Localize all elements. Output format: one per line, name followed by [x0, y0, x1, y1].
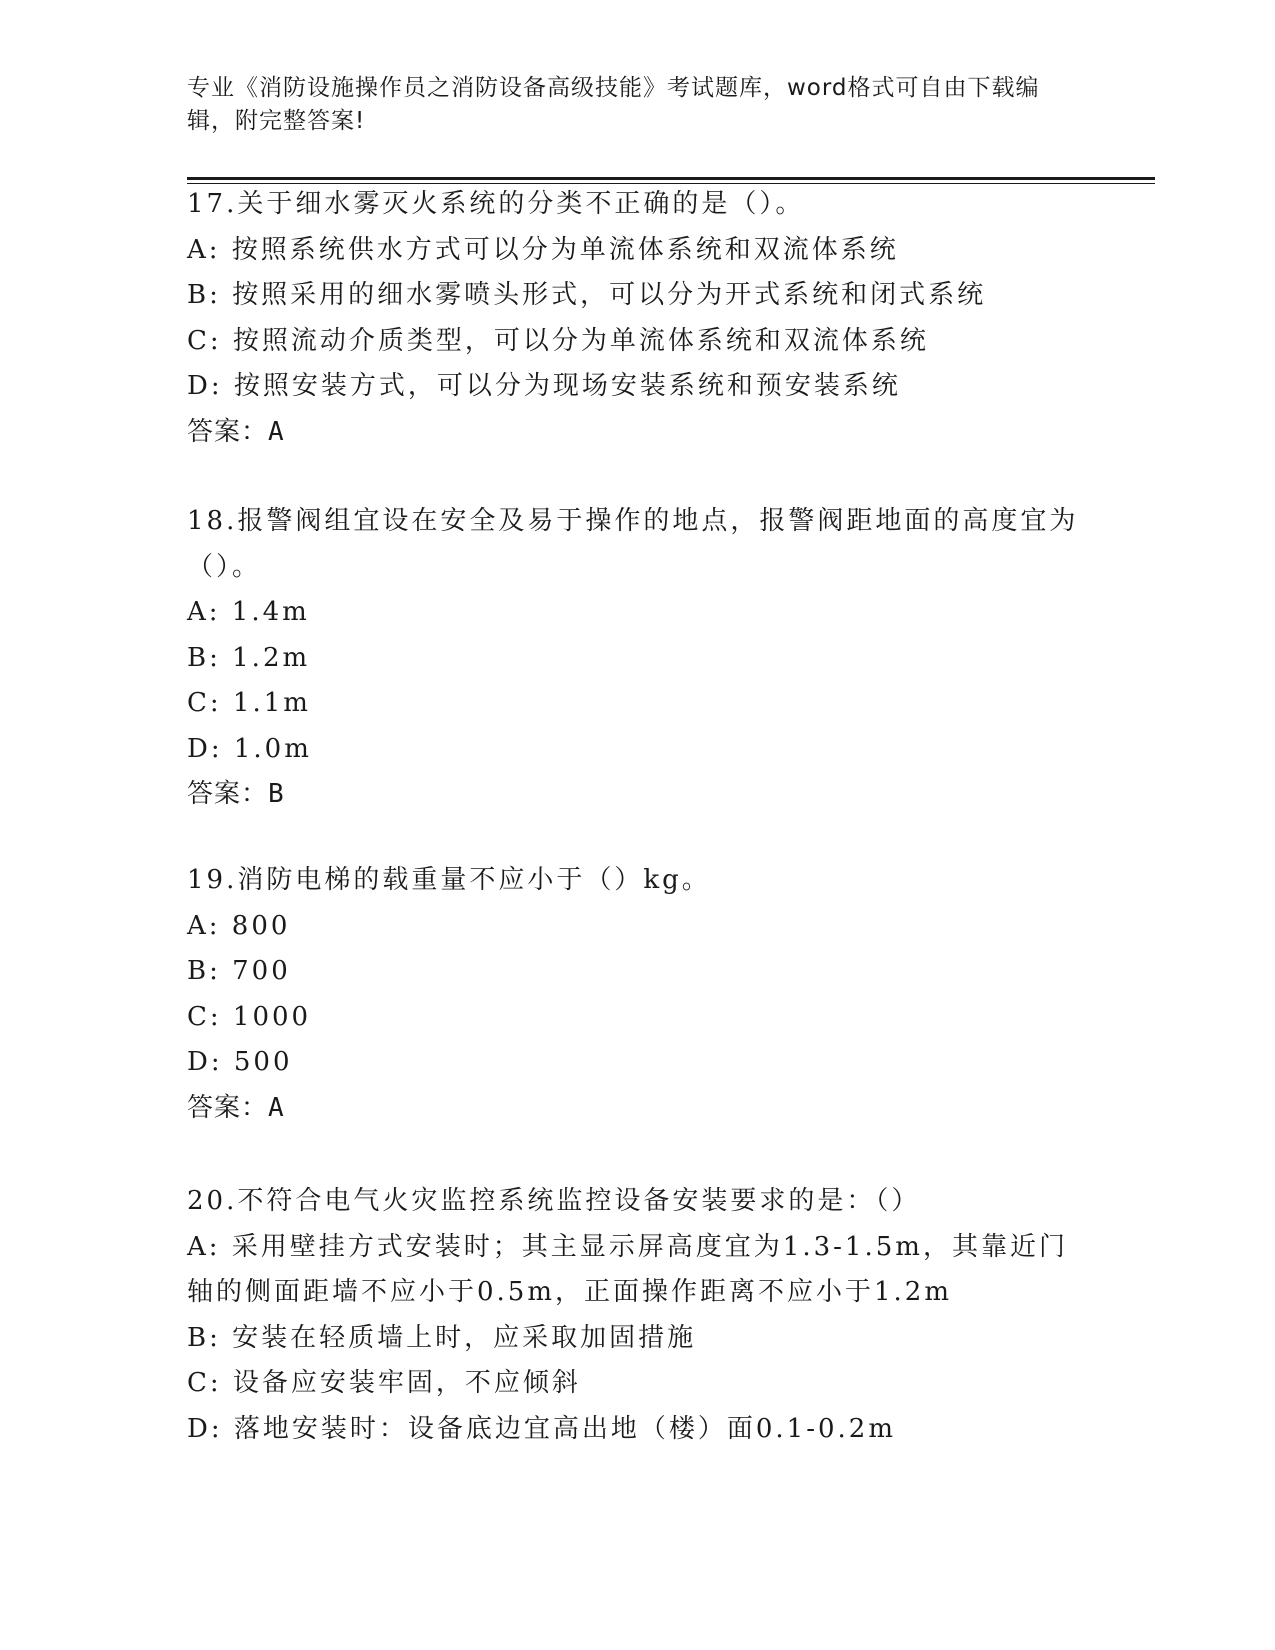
option-a: A: 800: [187, 910, 291, 941]
option-c: C: 设备应安装牢固，不应倾斜: [187, 1368, 581, 1398]
answer-label: 答案：: [187, 779, 269, 809]
answer-value: B: [268, 779, 285, 809]
option-b: B: 按照采用的细水雾喷头形式，可以分为开式系统和闭式系统: [187, 280, 987, 310]
option-c: C: 按照流动介质类型，可以分为单流体系统和双流体系统: [187, 325, 929, 356]
option-d: D: 1.0m: [187, 733, 312, 764]
option-b: B: 安装在轻质墙上时，应采取加固措施: [187, 1322, 697, 1353]
option-d: D: 按照安装方式，可以分为现场安装系统和预安装系统: [187, 371, 901, 401]
answer-line: [187, 1086, 1087, 1132]
answer-value: A: [268, 1092, 285, 1123]
answer-label: 答案：: [187, 416, 269, 447]
question-stem: 18.报警阀组宜设在安全及易于操作的地点，报警阀距地面的高度宜为（）。: [187, 506, 1079, 582]
question-stem: 20.不符合电气火灾监控系统监控设备安装要求的是：（）: [187, 1186, 921, 1216]
option-d: D: 500: [187, 1047, 293, 1077]
header-divider-thick: [187, 177, 1155, 180]
answer-line: [187, 410, 1087, 456]
option-b: B: 1.2m: [187, 642, 311, 673]
option-c: C: 1.1m: [187, 688, 311, 718]
option-a: A: 采用壁挂方式安装时；其主显示屏高度宜为1.3-1.5m，其靠近门轴的侧面距墙不应小于0.5m，正面操作距离不应小于1.2m: [187, 1231, 1068, 1307]
question-17: [187, 182, 1087, 455]
answer-value: A: [268, 416, 285, 447]
option-b: B: 700: [187, 956, 291, 986]
option-a: A: 按照系统供水方式可以分为单流体系统和双流体系统: [187, 234, 899, 265]
question-18: [187, 499, 1087, 818]
document-header: 专业《消防设施操作员之消防设备高级技能》考试题库，word格式可自由下载编辑，附完整答案!: [187, 75, 1040, 134]
option-c: C: 1000: [187, 1001, 312, 1032]
question-stem: 19.消防电梯的载重量不应小于（）kg。: [187, 865, 711, 895]
answer-label: 答案：: [187, 1092, 269, 1123]
question-stem: 17.关于细水雾灭火系统的分类不正确的是（）。: [187, 189, 805, 219]
question-20: [187, 1179, 1087, 1452]
question-19: [187, 858, 1087, 1131]
option-d: D: 落地安装时：设备底边宜高出地（楼）面0.1-0.2m: [187, 1413, 897, 1444]
option-a: A: 1.4m: [187, 597, 310, 627]
answer-line: [187, 772, 1087, 818]
